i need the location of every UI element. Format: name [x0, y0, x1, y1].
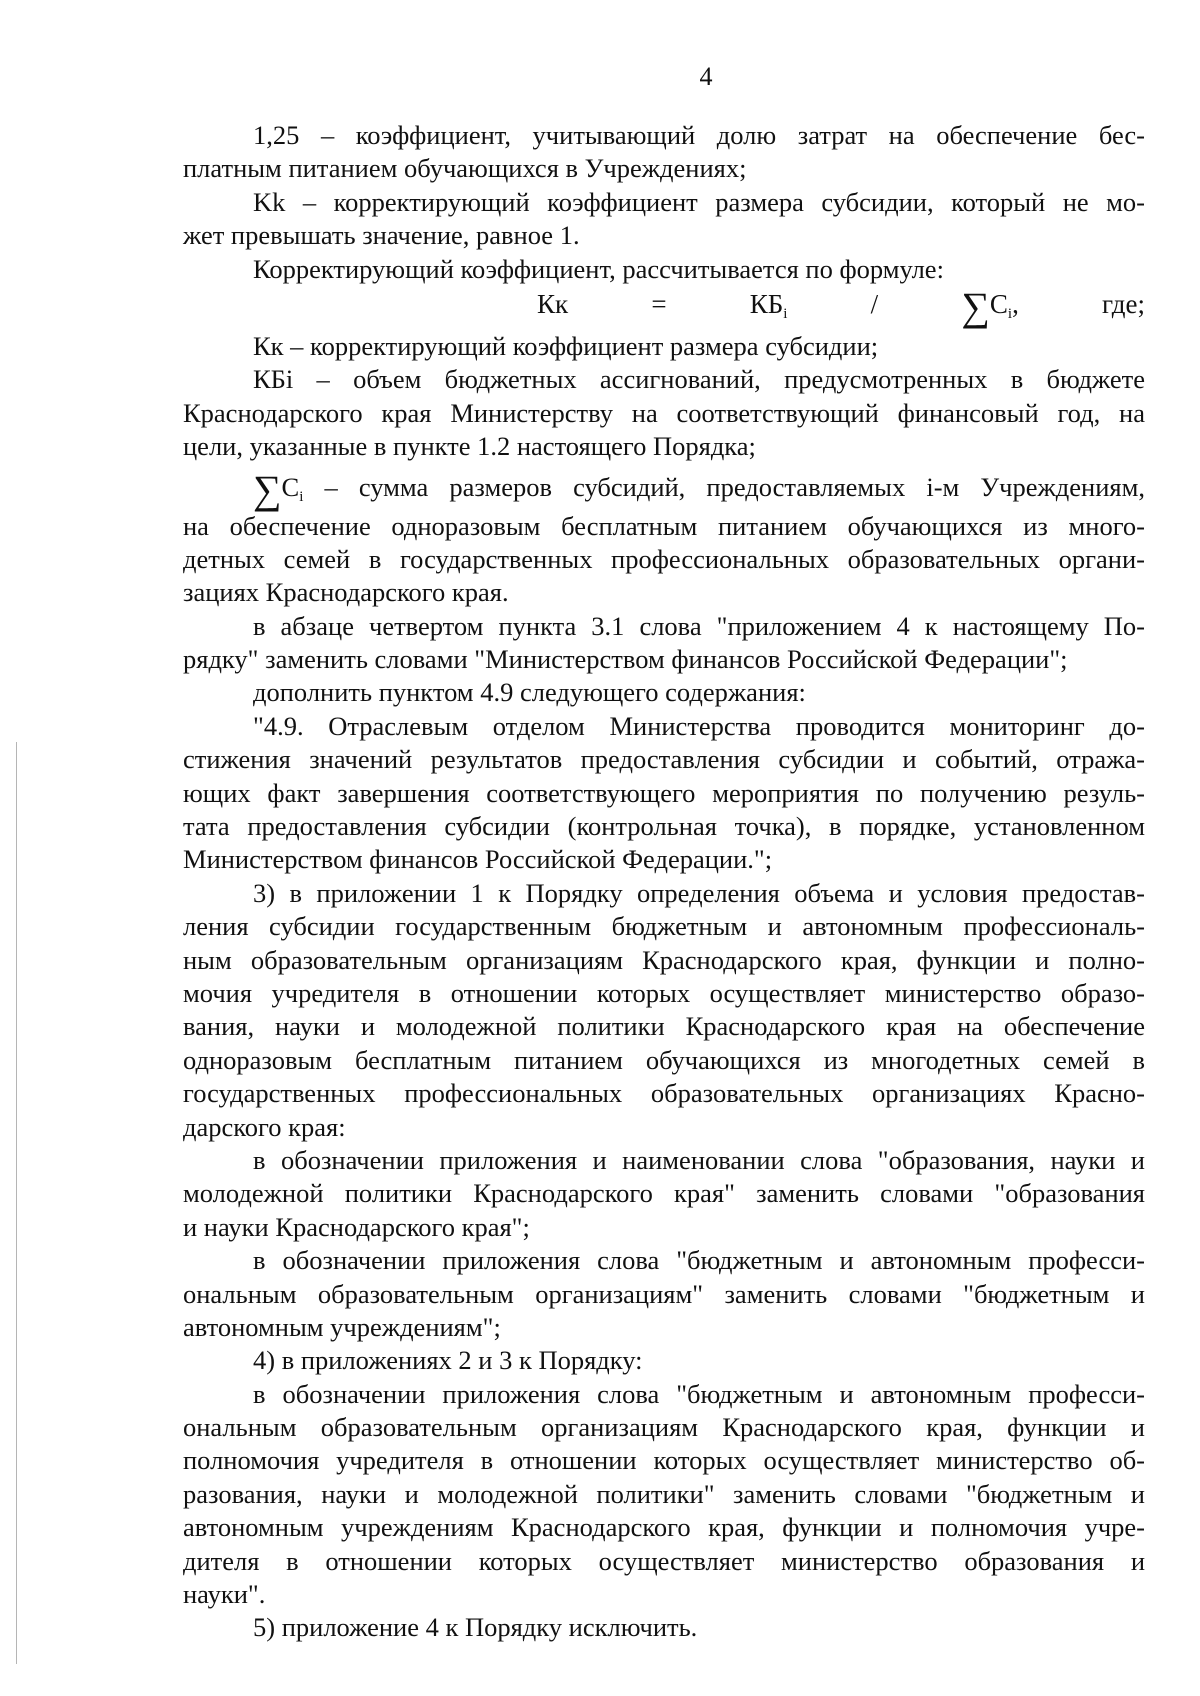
text-line: вания, науки и молодежной политики Краснодарского края на обеспечение	[183, 1011, 1145, 1042]
text-line: дителя в отношении которых осуществляет министерство образования и	[183, 1545, 1145, 1576]
text-line: молодежной политики Краснодарского края" заменить словами "образования	[183, 1178, 1145, 1209]
text-line: ления субсидии государственным бюджетным и автономным профессиональ-	[183, 911, 1145, 942]
sum-c: С	[281, 471, 300, 502]
formula	[183, 280, 1145, 328]
text-line: 5) приложение 4 к Порядку исключить.	[253, 1612, 698, 1643]
formula-lhs: Кк = КБ	[537, 288, 784, 319]
text-line: "4.9. Отраслевым отделом Министерства проводится мониторинг до-	[253, 710, 1145, 741]
text-line: детных семей в государственных профессиональных образовательных органи-	[183, 543, 1145, 574]
text-line: в обозначении приложения и наименовании слова "образования, науки и	[253, 1144, 1145, 1175]
formula-tail: , где;	[1012, 288, 1145, 319]
text-line: и науки Краснодарского края";	[183, 1211, 530, 1242]
paragraph-sum	[183, 464, 1145, 610]
text-line: науки".	[183, 1579, 266, 1610]
text-line: платным питанием обучающихся в Учреждениях;	[183, 153, 747, 184]
text-line: в обозначении приложения слова "бюджетным и автономным професси-	[253, 1245, 1145, 1276]
paragraph	[183, 877, 1145, 1144]
text-line: 4) в приложениях 2 и 3 к Порядку:	[253, 1345, 643, 1376]
document-body	[183, 119, 1145, 1645]
paragraph	[183, 1344, 1145, 1377]
text-line: стижения значений результатов предоставления субсидии и событий, отража-	[183, 744, 1145, 775]
text-line: ющих факт завершения соответствующего мероприятия по получению резуль-	[183, 777, 1145, 808]
text-line: зациях Краснодарского края.	[183, 577, 509, 608]
text-line: ным образовательным организациям Краснодарского края, функции и полно-	[183, 944, 1145, 975]
text-line: в обозначении приложения слова "бюджетным и автономным професси-	[253, 1378, 1145, 1409]
formula-c: С	[989, 288, 1008, 319]
sum-text: – сумма размеров субсидий, предоставляемых i-м Учреждениям,	[303, 471, 1145, 502]
paragraph	[183, 363, 1145, 463]
text-line: тата предоставления субсидии (контрольная точка), в порядке, установленном	[183, 811, 1145, 842]
text-line: 3) в приложении 1 к Порядку определения объема и условия предостав-	[253, 877, 1145, 908]
text-line: автономным учреждениям";	[183, 1311, 501, 1342]
paragraph	[183, 119, 1145, 186]
text-line: полномочия учредителя в отношении которых осуществляет министерство об-	[183, 1445, 1145, 1476]
formula-subscript: i	[783, 305, 788, 322]
text-line: ональным образовательным организациям Краснодарского края, функции и	[183, 1412, 1145, 1443]
text-line: дополнить пунктом 4.9 следующего содержания:	[253, 677, 806, 708]
paragraph	[183, 610, 1145, 677]
text-line: ональным образовательным организациям" заменить словами "бюджетным и	[183, 1278, 1145, 1309]
paragraph	[183, 330, 1145, 363]
margin-line	[16, 742, 17, 1664]
paragraph-group-definitions	[183, 330, 1145, 464]
text-line: автономным учреждениям Краснодарского края, функции и полномочия учре-	[183, 1512, 1145, 1543]
text-line: Корректирующий коэффициент, рассчитывается по формуле:	[253, 253, 944, 284]
text-line: дарского края:	[183, 1111, 346, 1142]
text-line: в абзаце четвертом пункта 3.1 слова "приложением 4 к настоящему По-	[253, 610, 1145, 641]
text-line: на обеспечение одноразовым бесплатным питанием обучающихся из много-	[183, 510, 1145, 541]
sum-paragraph-lines	[183, 510, 1145, 610]
text-line: мочия учредителя в отношении которых осуществляет министерство образо-	[183, 977, 1145, 1008]
paragraph-group-intro	[183, 119, 1145, 286]
sum-symbol: ∑	[253, 466, 282, 512]
paragraph	[183, 676, 1145, 709]
paragraph	[183, 710, 1145, 877]
text-line: Министерством финансов Российской Федерации.";	[183, 844, 773, 875]
formula-slash: /	[787, 288, 962, 319]
sum-symbol: ∑	[961, 283, 990, 329]
text-line: Краснодарского края Министерству на соответствующий финансовый год, на	[183, 397, 1145, 428]
sum-paragraph-first-line	[183, 464, 1145, 510]
text-line: 1,25 – коэффициент, учитывающий долю затрат на обеспечение бес-	[253, 120, 1145, 150]
sum-subscript: i	[299, 488, 304, 505]
page-number: 4	[699, 62, 713, 91]
paragraph	[183, 1611, 1145, 1644]
text-line: государственных профессиональных образовательных организациях Красно-	[183, 1078, 1145, 1109]
formula-subscript: i	[1007, 305, 1013, 322]
paragraph	[183, 1244, 1145, 1344]
text-line: КБi – объем бюджетных ассигнований, предусмотренных в бюджете	[253, 364, 1145, 395]
text-line: Kk – корректирующий коэффициент размера субсидии, который не мо-	[253, 186, 1145, 217]
paragraph	[183, 1144, 1145, 1244]
text-line: жет превышать значение, равное 1.	[183, 220, 580, 251]
text-line: одноразовым бесплатным питанием обучающихся из многодетных семей в	[183, 1044, 1145, 1075]
text-line: разования, науки и молодежной политики" заменить словами "бюджетным и	[183, 1478, 1145, 1509]
paragraph	[183, 1378, 1145, 1612]
text-line: Кк – корректирующий коэффициент размера субсидии;	[253, 330, 879, 361]
paragraph-group-amendments	[183, 610, 1145, 1645]
paragraph	[183, 186, 1145, 253]
text-line: рядку" заменить словами "Министерством финансов Российской Федерации";	[183, 644, 1068, 675]
text-line: цели, указанные в пункте 1.2 настоящего Порядка;	[183, 431, 756, 462]
